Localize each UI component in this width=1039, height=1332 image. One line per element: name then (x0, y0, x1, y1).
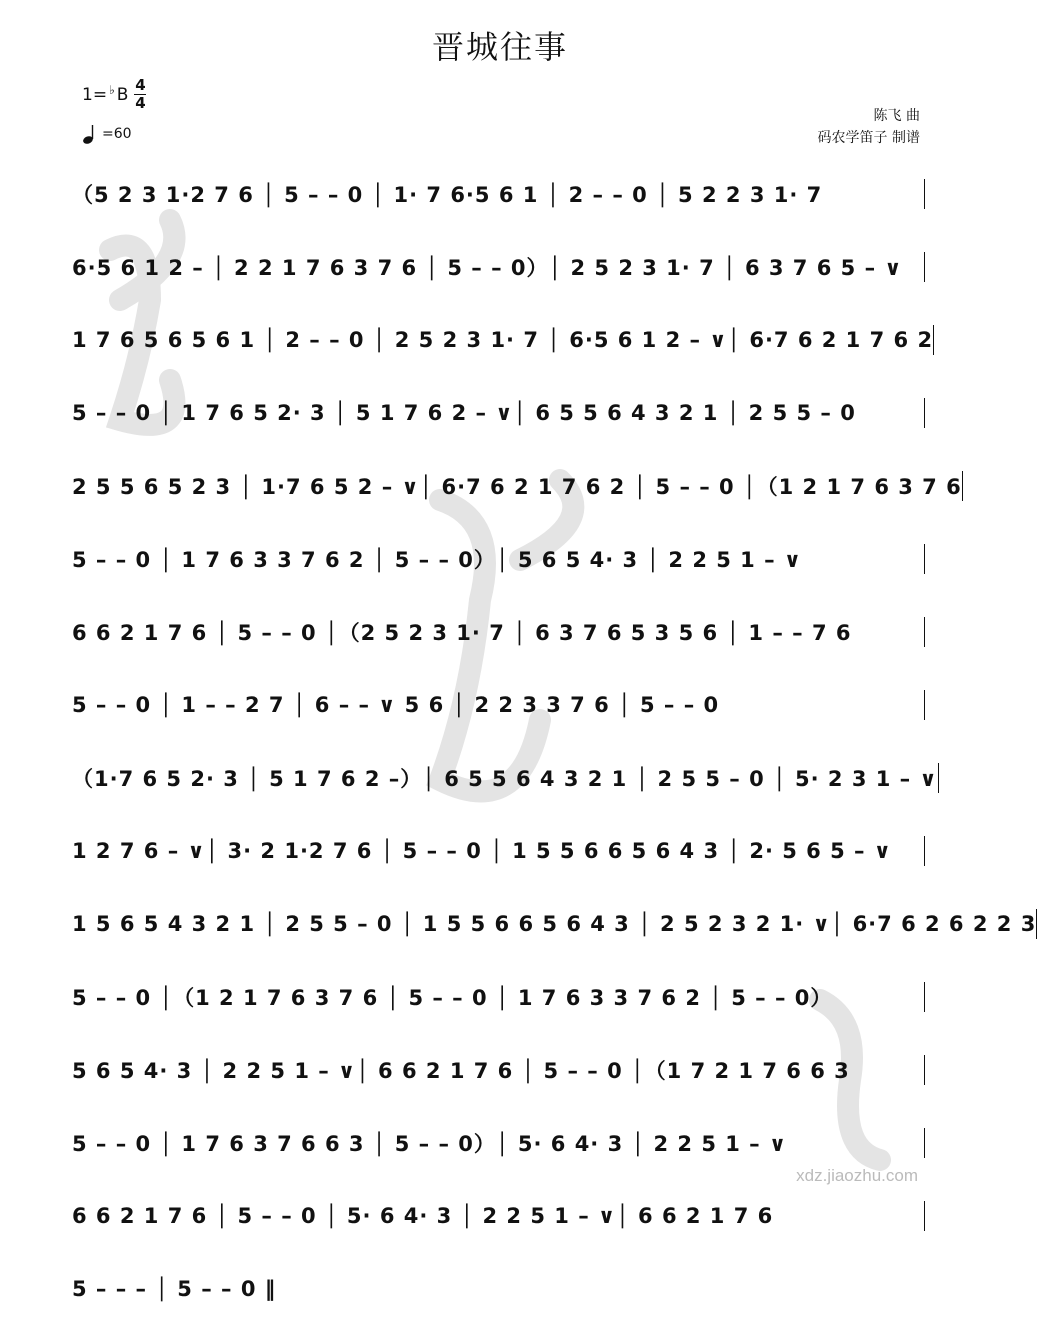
score-header-left (82, 78, 146, 145)
barline (933, 325, 936, 355)
notation-line: 5 – – 0 │ 1 7 6 3 3 7 6 2 │ 5 – – 0）│ 5 6 5 4· 3 │ 2 2 5 1 – ∨ (72, 548, 802, 572)
time-signature-top: 4 (135, 76, 146, 94)
composer: 陈飞 曲 (873, 108, 920, 124)
staff-row (72, 977, 927, 1017)
notation-line: 5 – – 0 │ 1 7 6 5 2· 3 │ 5 1 7 6 2 – ∨│ 6 5 5 6 4 3 2 1 │ 2 5 5 – 0 (72, 401, 856, 425)
staff-row (72, 685, 927, 725)
key-signature (82, 78, 146, 111)
notation-line: 6 6 2 1 7 6 │ 5 – – 0 │ 5· 6 4· 3 │ 2 2 5 1 – ∨│ 6 6 2 1 7 6 (72, 1204, 774, 1228)
notation-line: （5 2 3 1·2 7 6 │ 5 – – 0 │ 1· 7 6·5 6 1 │ 2 – – 0 │ 5 2 2 3 1· 7 (72, 183, 823, 207)
barline (924, 617, 927, 647)
staff-row (72, 466, 962, 506)
notation-line: 6·5 6 1 2 – │ 2 2 1 7 6 3 7 6 │ 5 – – 0）│ 2 5 2 3 1· 7 │ 6 3 7 6 5 – ∨ (72, 256, 903, 280)
staff-row (72, 1050, 927, 1090)
quarter-note-icon (82, 123, 100, 145)
barline (924, 1128, 927, 1158)
barline (924, 544, 927, 574)
notation-line: 6 6 2 1 7 6 │ 5 – – 0 │（2 5 2 3 1· 7 │ 6 3 7 6 5 3 5 6 │ 1 – – 7 6 (72, 621, 852, 645)
staff-row (72, 1123, 927, 1163)
barline (924, 982, 927, 1012)
notation-line: 1 2 7 6 – ∨│ 3· 2 1·2 7 6 │ 5 – – 0 │ 1 5 5 6 6 5 6 4 3 │ 2· 5 6 5 – ∨ (72, 839, 892, 863)
tempo-value: =60 (102, 126, 132, 142)
barline (924, 1055, 927, 1085)
arranger: 码农学笛子 制谱 (817, 130, 920, 146)
notation-line: 2 5 5 6 5 2 3 │ 1·7 6 5 2 – ∨│ 6·7 6 2 1 7 6 2 │ 5 – – 0 │（1 2 1 7 6 3 7 6 (72, 475, 962, 499)
staff-row (72, 539, 927, 579)
score-header-right (818, 105, 920, 149)
staff-row (72, 247, 927, 287)
flat-symbol: ♭ (109, 82, 115, 97)
staff-row (72, 320, 934, 360)
key-prefix: 1= (82, 84, 108, 105)
barline (924, 252, 927, 282)
staff-row (72, 1269, 927, 1309)
staff-row (72, 393, 927, 433)
barline (924, 179, 927, 209)
notation-line: 5 6 5 4· 3 │ 2 2 5 1 – ∨│ 6 6 2 1 7 6 │ 5 – – 0 │（1 7 2 1 7 6 6 3 (72, 1059, 850, 1083)
notation-line: （1·7 6 5 2· 3 │ 5 1 7 6 2 –）│ 6 5 5 6 4 3 2 1 │ 2 5 5 – 0 │ 5· 2 3 1 – ∨ (72, 767, 938, 791)
time-signature-bottom: 4 (135, 94, 146, 112)
watermark-url: xdz.jiaozhu.com (796, 1166, 918, 1185)
staff-row (72, 174, 927, 214)
score-title: 晋城往事 (431, 28, 568, 66)
notation-line: 5 – – 0 │（1 2 1 7 6 3 7 6 │ 5 – – 0 │ 1 7 6 3 3 7 6 2 │ 5 – – 0） (72, 986, 833, 1010)
barline (924, 398, 927, 428)
staff-row (72, 612, 927, 652)
barline (962, 471, 965, 501)
barline (924, 690, 927, 720)
barline (938, 763, 941, 793)
barline (924, 836, 927, 866)
time-signature (134, 78, 146, 111)
staff-row (72, 831, 927, 871)
staff-row (72, 1196, 927, 1236)
key-note: B (116, 84, 129, 105)
notation-line: 5 – – 0 │ 1 7 6 3 7 6 6 3 │ 5 – – 0）│ 5· 6 4· 3 │ 2 2 5 1 – ∨ (72, 1132, 788, 1156)
tempo-marking (82, 123, 146, 145)
notation-line: 1 7 6 5 6 5 6 1 │ 2 – – 0 │ 2 5 2 3 1· 7 │ 6·5 6 1 2 – ∨│ 6·7 6 2 1 7 6 2 (72, 328, 934, 352)
notation-line: 5 – – – │ 5 – – 0 ‖ (72, 1277, 277, 1301)
staff-row (72, 904, 1037, 944)
staff-row (72, 758, 938, 798)
barline (924, 1201, 927, 1231)
notation-line: 5 – – 0 │ 1 – – 2 7 │ 6 – – ∨ 5 6 │ 2 2 3 3 7 6 │ 5 – – 0 (72, 693, 720, 717)
notation-line: 1 5 6 5 4 3 2 1 │ 2 5 5 – 0 │ 1 5 5 6 6 5 6 4 3 │ 2 5 2 3 2 1· ∨│ 6·7 6 2 6 2 2 3 (72, 912, 1037, 936)
